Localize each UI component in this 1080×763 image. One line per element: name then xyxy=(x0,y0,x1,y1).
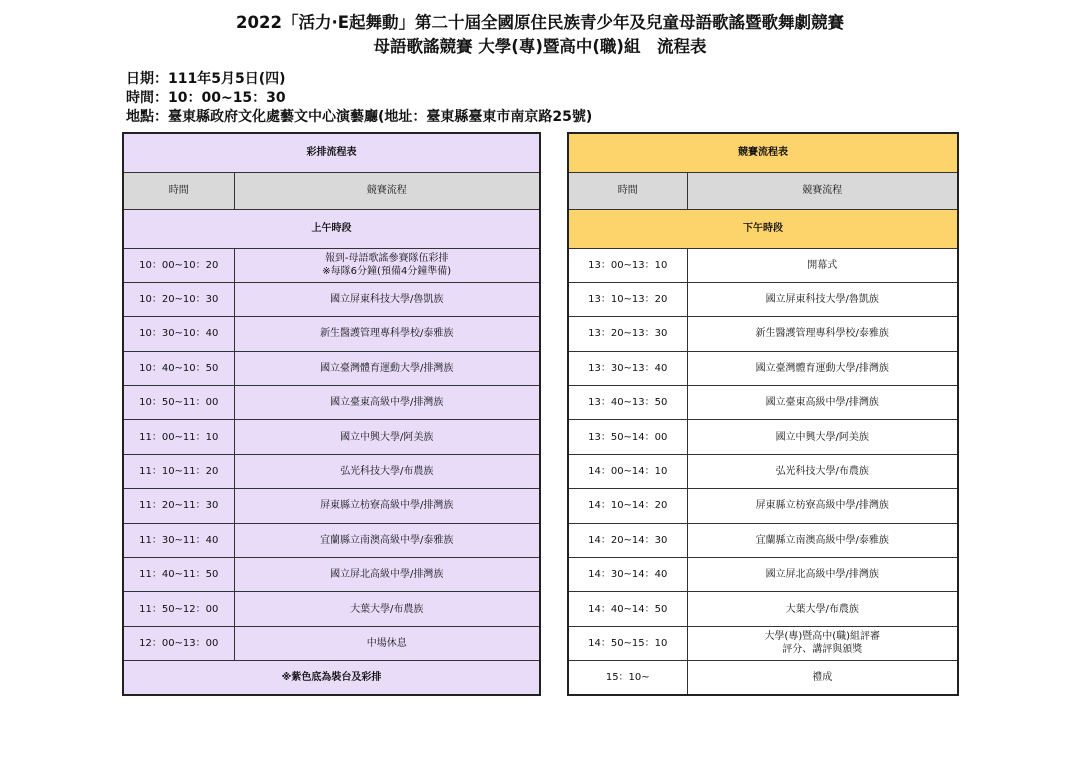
competition-row-time: 14：20~14：30 xyxy=(568,523,687,557)
competition-row-flow xyxy=(687,317,958,351)
competition-row xyxy=(568,558,958,592)
competition-schedule-table xyxy=(567,132,959,696)
rehearsal-row-flow xyxy=(234,351,540,385)
competition-row-time: 14：10~14：20 xyxy=(568,489,687,523)
competition-row-flow-line1: 國立中興大學/阿美族 xyxy=(775,431,869,443)
competition-row xyxy=(568,489,958,523)
rehearsal-row xyxy=(123,523,540,557)
rehearsal-col-time-header: 時間 xyxy=(123,172,234,209)
competition-row xyxy=(568,661,958,695)
rehearsal-schedule-table xyxy=(122,132,541,696)
rehearsal-row-flow-line1: 國立臺東高級中學/排灣族 xyxy=(330,397,444,409)
competition-row-flow-line1: 國立屏東科技大學/魯凱族 xyxy=(765,294,879,306)
rehearsal-row-time: 11：30~11：40 xyxy=(123,523,234,557)
competition-row-flow-line2: 評分、講評與頒獎 xyxy=(782,644,863,656)
competition-row-time: 14：00~14：10 xyxy=(568,454,687,488)
rehearsal-row xyxy=(123,248,540,282)
competition-row-flow-line1: 開幕式 xyxy=(807,259,838,271)
rehearsal-row-flow-line1: 中場休息 xyxy=(366,637,407,649)
competition-row-time: 14：40~14：50 xyxy=(568,592,687,626)
competition-row-flow xyxy=(687,386,958,420)
competition-row-time: 15：10~ xyxy=(568,661,687,695)
rehearsal-row xyxy=(123,626,540,660)
competition-row-flow xyxy=(687,489,958,523)
competition-row xyxy=(568,420,958,454)
competition-row-flow xyxy=(687,661,958,695)
competition-row-time: 13：40~13：50 xyxy=(568,386,687,420)
rehearsal-row xyxy=(123,317,540,351)
event-venue: 地點：臺東縣政府文化處藝文中心演藝廳(地址：臺東縣臺東市南京路25號) xyxy=(126,109,593,125)
rehearsal-row-time: 10：20~10：30 xyxy=(123,282,234,316)
rehearsal-table-title: 彩排流程表 xyxy=(123,133,540,172)
competition-row-time: 13：20~13：30 xyxy=(568,317,687,351)
competition-row-flow xyxy=(687,420,958,454)
rehearsal-row xyxy=(123,558,540,592)
rehearsal-row-flow xyxy=(234,523,540,557)
rehearsal-row xyxy=(123,420,540,454)
rehearsal-row-flow xyxy=(234,626,540,660)
rehearsal-row-flow xyxy=(234,420,540,454)
rehearsal-row-flow-line1: 國立臺灣體育運動大學/排灣族 xyxy=(320,362,454,374)
competition-row-flow xyxy=(687,523,958,557)
rehearsal-row-flow xyxy=(234,558,540,592)
competition-row-flow xyxy=(687,248,958,282)
competition-row xyxy=(568,592,958,626)
event-time: 時間：10：00~15：30 xyxy=(126,90,286,106)
rehearsal-row-flow xyxy=(234,454,540,488)
rehearsal-row-flow xyxy=(234,317,540,351)
competition-row-flow-line1: 國立臺灣體育運動大學/排灣族 xyxy=(755,362,889,374)
competition-row-flow-line1: 新生醫護管理專科學校/泰雅族 xyxy=(755,328,889,340)
rehearsal-row xyxy=(123,282,540,316)
rehearsal-row-time: 11：20~11：30 xyxy=(123,489,234,523)
rehearsal-row xyxy=(123,592,540,626)
competition-row-time: 13：10~13：20 xyxy=(568,282,687,316)
event-date: 日期：111年5月5日(四) xyxy=(126,71,286,87)
competition-row-time: 13：50~14：00 xyxy=(568,420,687,454)
competition-row-flow xyxy=(687,592,958,626)
rehearsal-row xyxy=(123,454,540,488)
competition-row-flow-line1: 大學(專)暨高中(職)組評審 xyxy=(764,631,881,643)
competition-row-flow-line1: 國立臺東高級中學/排灣族 xyxy=(765,397,879,409)
competition-row xyxy=(568,317,958,351)
rehearsal-row-time: 10：50~11：00 xyxy=(123,386,234,420)
competition-row-flow xyxy=(687,282,958,316)
rehearsal-row-flow-line1: 新生醫護管理專科學校/泰雅族 xyxy=(320,328,454,340)
rehearsal-col-flow-header: 競賽流程 xyxy=(234,172,540,209)
rehearsal-row-time: 11：10~11：20 xyxy=(123,454,234,488)
competition-row-flow xyxy=(687,454,958,488)
rehearsal-footer-note: ※紫色底為裝台及彩排 xyxy=(123,661,540,695)
competition-row-time: 14：50~15：10 xyxy=(568,626,687,660)
rehearsal-row-time: 10：30~10：40 xyxy=(123,317,234,351)
rehearsal-row xyxy=(123,351,540,385)
rehearsal-row xyxy=(123,386,540,420)
rehearsal-row-time: 11：40~11：50 xyxy=(123,558,234,592)
rehearsal-row-time: 10：00~10：20 xyxy=(123,248,234,282)
competition-row xyxy=(568,248,958,282)
rehearsal-row-flow-line1: 屏東縣立枋寮高級中學/排灣族 xyxy=(320,500,454,512)
rehearsal-row-time: 11：00~11：10 xyxy=(123,420,234,454)
rehearsal-row-flow-line1: 弘光科技大學/布農族 xyxy=(340,466,434,478)
rehearsal-row-time: 11：50~12：00 xyxy=(123,592,234,626)
competition-row-flow-line1: 宜蘭縣立南澳高級中學/泰雅族 xyxy=(755,534,889,546)
competition-row xyxy=(568,351,958,385)
rehearsal-row-flow-line1: 國立中興大學/阿美族 xyxy=(340,431,434,443)
rehearsal-row-flow-line2: ※每隊6分鐘(預備4分鐘準備) xyxy=(322,266,452,278)
afternoon-session-label: 下午時段 xyxy=(568,209,958,248)
rehearsal-row-flow xyxy=(234,386,540,420)
competition-row-flow xyxy=(687,558,958,592)
rehearsal-row-flow xyxy=(234,489,540,523)
rehearsal-row-time: 10：40~10：50 xyxy=(123,351,234,385)
rehearsal-row-flow xyxy=(234,248,540,282)
competition-row-time: 14：30~14：40 xyxy=(568,558,687,592)
competition-row-flow-line1: 弘光科技大學/布農族 xyxy=(775,466,869,478)
competition-row xyxy=(568,282,958,316)
document-subtitle: 母語歌謠競賽 大學(專)暨高中(職)組 流程表 xyxy=(373,37,707,56)
competition-row-flow xyxy=(687,626,958,660)
competition-row-time: 13：00~13：10 xyxy=(568,248,687,282)
document-title: 2022「活力·E起舞動」第二十屆全國原住民族青少年及兒童母語歌謠暨歌舞劇競賽 xyxy=(236,13,844,32)
rehearsal-row-flow-line1: 大葉大學/布農族 xyxy=(350,603,424,615)
rehearsal-row-flow-line1: 國立屏東科技大學/魯凱族 xyxy=(330,294,444,306)
rehearsal-row-flow-line1: 宜蘭縣立南澳高級中學/泰雅族 xyxy=(320,534,454,546)
rehearsal-row-flow xyxy=(234,282,540,316)
competition-col-flow-header: 競賽流程 xyxy=(687,172,958,209)
competition-row xyxy=(568,523,958,557)
competition-row-flow xyxy=(687,351,958,385)
competition-row-flow-line1: 大葉大學/布農族 xyxy=(785,603,859,615)
rehearsal-row-flow xyxy=(234,592,540,626)
competition-row xyxy=(568,386,958,420)
rehearsal-row-time: 12：00~13：00 xyxy=(123,626,234,660)
morning-session-label: 上午時段 xyxy=(123,209,540,248)
competition-col-time-header: 時間 xyxy=(568,172,687,209)
competition-row xyxy=(568,454,958,488)
competition-row xyxy=(568,626,958,660)
rehearsal-row xyxy=(123,489,540,523)
competition-table-title: 競賽流程表 xyxy=(568,133,958,172)
competition-row-flow-line1: 國立屏北高級中學/排灣族 xyxy=(765,569,879,581)
rehearsal-row-flow-line1: 報到-母語歌謠參賽隊伍彩排 xyxy=(324,253,449,265)
competition-row-flow-line1: 禮成 xyxy=(812,672,833,684)
rehearsal-footer-row xyxy=(123,661,540,695)
rehearsal-row-flow-line1: 國立屏北高級中學/排灣族 xyxy=(330,569,444,581)
competition-row-flow-line1: 屏東縣立枋寮高級中學/排灣族 xyxy=(755,500,889,512)
competition-row-time: 13：30~13：40 xyxy=(568,351,687,385)
